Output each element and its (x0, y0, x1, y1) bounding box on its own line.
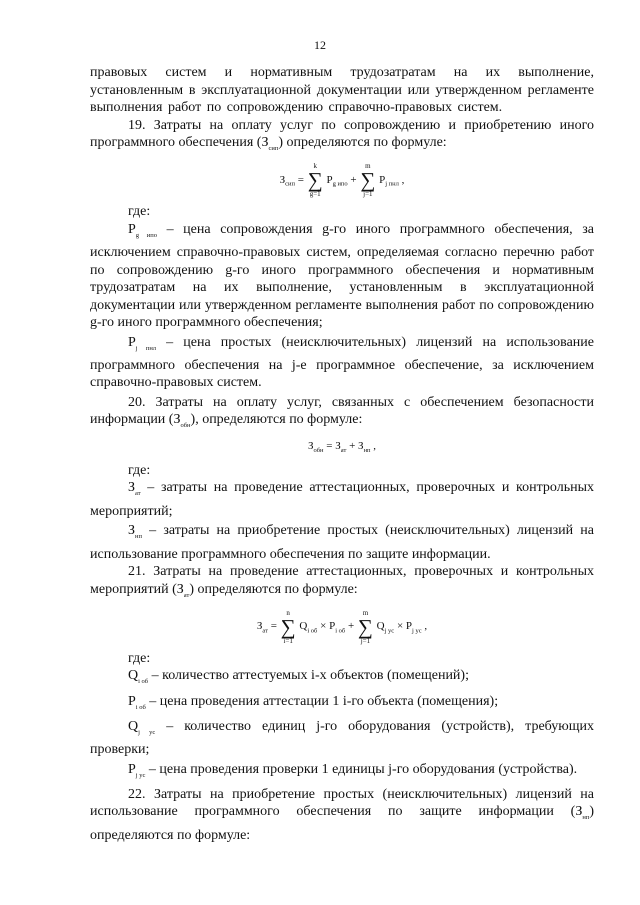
definition-p-i-ob: $P_{i об}$ – цена проведения аттестации 1 i-го объекта (помещения); (128, 693, 499, 711)
definition-q-i-ob: $Q_{i об}$ – количество аттестуемых i-х объектов (помещений); (128, 668, 469, 686)
definition-p-g-ipo: $P_{g ипо}$ – цена сопровождения g-го иного программного обеспечения, за исключением справочно-правовых систем, определяемая согласно перечню работ по сопровождению g-го иного программного обеспечения и нормативным трудозатратам на их выполнение, установленным в эксплуатационной документации или утвержденном регламенте выполнения работ по сопровождению g-го иного программного обеспечения; (90, 221, 594, 331)
paragraph-20: 20. Затраты на оплату услуг, связанных с обеспечением безопасности информации $(З_{обн})$, определяются по формуле: (90, 394, 594, 430)
page-number: 12 (314, 38, 326, 52)
sum-symbol: m ∑ j=1 (357, 608, 373, 645)
sum-symbol: n ∑ i=1 (280, 608, 296, 645)
document-body (90, 64, 594, 844)
definition-q-j-us: $Q_{j ус}$ – количество единиц j-го оборудования (устройств), требующих проверки; (90, 718, 594, 758)
where-label: где: (128, 462, 151, 478)
formula-security-costs: $З_{обн} = З_{ат} + З_{нп}$ , (307, 439, 377, 454)
formula-attestation-costs: $З_{ат}$ = n ∑ i=1 $Q_{i об} \times P_{i об}$ + m ∑ j=1 $Q_{j ус} \times P_{j ус}$ , (256, 608, 428, 645)
definition-z-np: $З_{нп}$ – затраты на приобретение простых (неисключительных) лицензий на использование программного обеспечения по защите информации. (90, 523, 594, 562)
sum-symbol: m ∑ j=1 (360, 162, 376, 199)
sum-symbol: k ∑ g=1 (307, 162, 323, 199)
where-label: где: (128, 204, 151, 220)
formula-software-costs: $З_{сип}$ = k ∑ g=1 $P_{g ипо}$ + m ∑ j=1 $P_{j пнл}$ , (279, 162, 405, 199)
definition-z-at: $З_{ат}$ – затраты на проведение аттестационных, проверочных и контрольных мероприятий; (90, 480, 594, 519)
paragraph-intro: правовых систем и нормативным трудозатратам на их выполнение, установленным в эксплуатационной документации или утвержденном регламенте выполнения работ по сопровождению справочно-правовых систем. (90, 65, 594, 115)
paragraph-21: 21. Затраты на проведение аттестационных, проверочных и контрольных мероприятий $(З_{ат})$ определяются по формуле: (90, 564, 594, 599)
definition-p-j-pnl: $P_{j пнл}$ – цена простых (неисключительных) лицензий на использование программного обеспечения на j-е программное обеспечение, за исключением справочно-правовых систем. (90, 334, 594, 391)
paragraph-19: 19. Затраты на оплату услуг по сопровождению и приобретению иного программного обеспечения $(З_{сип})$ определяются по формуле: (90, 117, 594, 152)
paragraph-22: 22. Затраты на приобретение простых (неисключительных) лицензий на использование программного обеспечения по защите информации $(З_{нп})$ определяются по формуле: (90, 786, 594, 843)
where-label: где: (128, 650, 151, 666)
definition-p-j-us: $P_{j ус}$ – цена проведения проверки 1 единицы j-го оборудования (устройства). (128, 761, 578, 779)
